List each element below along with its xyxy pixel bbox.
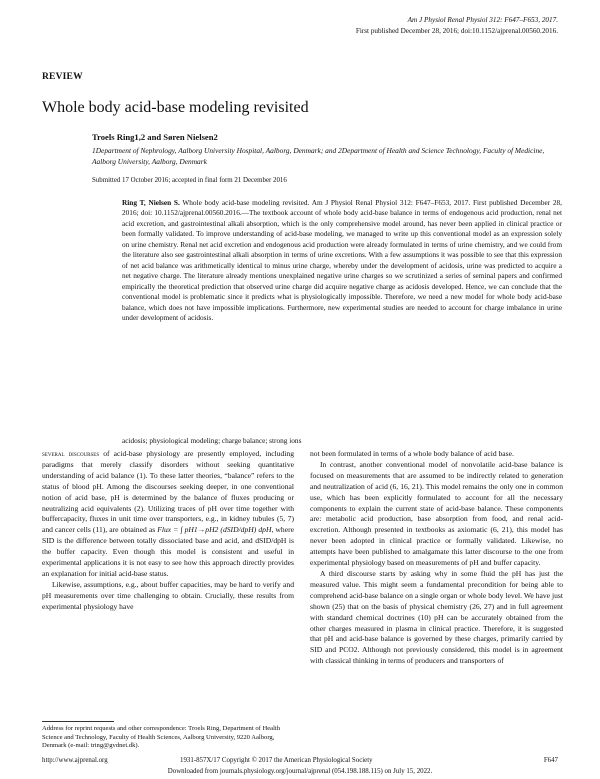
affiliations: 1Department of Nephrology, Aalborg University Hospital, Aalborg, Denmark; and 2Department of Health and Science Technology, Faculty of Medicine, Aalborg University, Aalborg, Denmark [92,146,545,166]
section-label: REVIEW [42,72,83,82]
lead-in: several discourses [42,449,100,458]
paragraph: not been formulated in terms of a whole body balance of acid base. [310,449,514,458]
journal-citation: Am J Physiol Renal Physiol 312: F647–F653, 2017. [407,16,558,24]
body-column-left [42,449,294,613]
correspondence-footnote: Address for reprint requests and other correspondence: Troels Ring, Department of Health Science and Technology, Faculty of Health Sciences, Aalborg University, 9220 Aalborg, Denmark (e-mail: tring@gvdnet.dk). [42,725,281,750]
keywords: acidosis; physiological modeling; charge balance; strong ions [122,436,302,445]
paragraph [42,449,294,580]
abstract-lead: Ring T, Nielsen S. [122,198,180,207]
footnote-divider [42,721,114,722]
paragraph-text: , where SID is the difference between totally dissociated base and acid, and dSID/dpH is the buffer capacity. Even though this model is consistent and useful in experimental applications it is not easy to see how this approach directly provides an explanation for initial acid-base status. [42,525,294,578]
authors: Troels Ring1,2 and Søren Nielsen2 [92,132,218,142]
publication-info: First published December 28, 2016; doi:10.1152/ajprenal.00560.2016. [355,27,558,35]
flux-formula: Flux = ∫ pH1→pH2 (dSID/dpH) dpH [157,525,272,535]
body-column-right [310,449,563,667]
paragraph: Likewise, assumptions, e.g., about buffer capacities, may be hard to verify and pH measurements over time challenging to obtain. Crucially, these results from experimental physiology have [42,579,294,611]
copyright: 1931-857X/17 Copyright © 2017 the American Physiological Society [180,757,373,764]
journal-url-link[interactable]: http://www.ajprenal.org [42,757,108,764]
article-title: Whole body acid-base modeling revisited [42,99,309,116]
paragraph: In contrast, another conventional model of nonvolatile acid-base balance is focused on measurements that are assumed to be indirectly related to generation and neutralization of acid (6, 16, 21). This model remains the only one in common use, which has been explicitly formulated to account for all the necessary components to explain the current state of acid-base balance. These components are: metabolic acid production, base absorption from food, and renal acid-excretion. Although presented in textbooks as axiomatic (6, 21), this model has never been adopted in clinical practice or formally validated. Likewise, no attempts have been published to amalgamate this latter discourse to the one from experimental physiology based on measurements of pH and buffer capacity. [310,459,563,568]
submission-dates: Submitted 17 October 2016; accepted in final form 21 December 2016 [92,177,287,184]
paragraph-text: of acid-base physiology are presently employed, including paradigms that merely classify disorders without seeking quantitative understanding of acid balance (1). To these latter theories, “balance” refers to the status of blood pH. Among the discourses seeking deeper, in one conventional notion of acid base, pH is determined by the balance of fluxes producing or neutralizing acid equivalents (2). Utilizing traces of pH over time together with buffercapacity, fluxes in unit time over transporters, e.g., in kidney tubules (5, 7) and cancer cells (11), are obtained as [42,449,294,535]
download-notice: Downloaded from journals.physiology.org/journal/ajprenal (054.198.188.115) on July 15, 2022. [167,768,433,775]
page-number: F647 [543,757,558,764]
abstract-text: Whole body acid-base modeling revisited. Am J Physiol Renal Physiol 312: F647–F653, 2017. First published December 28, 2016; doi: 10.1152/ajprenal.00560.2016.—The textbook account of whole body acid-base balance in terms of endogenous acid production, renal net acid excretion, and gastrointestinal alkali absorption, which is the only comprehensive model around, has never been applied in clinical practice or been formally validated. To improve understanding of acid-base modeling, we managed to write up this conventional model as an expression solely on urine chemistry. Renal net acid excretion and endogenous acid production were already formulated in terms of urine chemistry, and we could from the literature also see gastrointestinal alkali absorption in terms of urine excretions. With a few assumptions it was possible to see that this expression of net acid balance was arithmetically identical to minus urine charge, whereby under the development of acidosis, urine was predicted to acquire a net negative charge. The literature already mentions unexplained negative urine charges so we scrutinized a series of seminal papers and confirmed empirically the theoretical prediction that observed urine charge did acquire negative charge as acidosis developed. Hence, we can conclude that the conventional model is problematic since it predicts what is physiologically impossible. Therefore, we need a new model for whole body acid-base balance, which does not have impossible implications. Furthermore, new experimental studies are needed to account for charge imbalance in urine under development of acidosis. [122,198,562,322]
abstract [122,198,562,323]
paragraph: A third discourse starts by asking why in some fluid the pH has just the measured value. This might seem a fundamental precondition for being able to comprehend acid-base balance on a single organ or whole body level. We have just shown (25) that on the basis of physical chemistry (26, 27) and in full agreement with standard chemical doctrines (10) pH can be accurately obtained from the other charges measured in plasma in clinical practice. Therefore, it is suggested that pH and acid-base balance is governed by these charges, primarily carried by SID and PCO2. Although not previously considered, this model is in agreement with classical thinking in terms of producers and transporters of [310,568,563,666]
